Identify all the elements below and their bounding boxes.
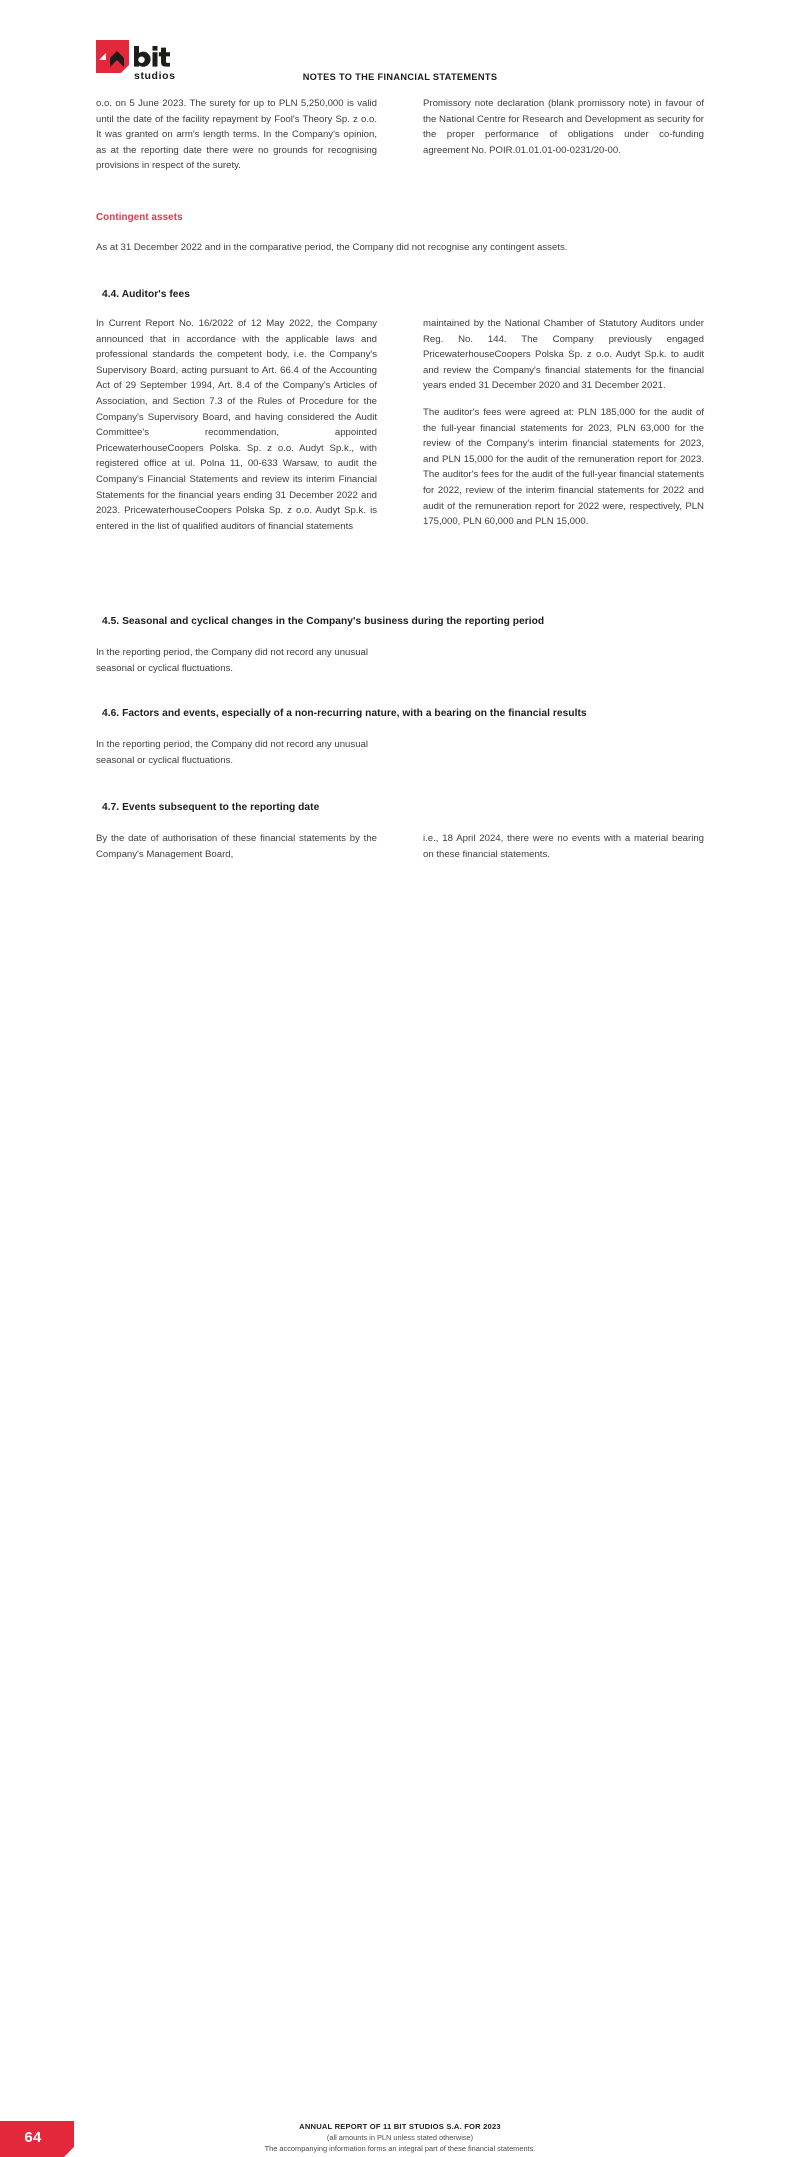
section-4-4-left-column <box>96 316 377 534</box>
document-header-title: NOTES TO THE FINANCIAL STATEMENTS <box>302 72 498 82</box>
section-4-4-right-column <box>423 316 704 534</box>
section-4-7-left-column <box>96 831 377 862</box>
section-4-6-body <box>96 737 704 768</box>
section-4-5-heading: 4.5. Seasonal and cyclical changes in the Company's business during the reporting period <box>102 616 545 627</box>
svg-text:studios: studios <box>134 70 176 82</box>
page-footer <box>0 1058 800 2153</box>
section-4-6-heading: 4.6. Factors and events, especially of a non-recurring nature, with a bearing on the financial results <box>102 708 587 719</box>
page-header <box>0 0 800 92</box>
section-4-4-left-paragraph: In Current Report No. 16/2022 of 12 May 2022, the Company announced that in accordance with the applicable laws and professional standards the competent body, i.e. the Company's Supervisory Board, acting pursuant to Art. 66.4 of the Accounting Act of 29 September 1994, Art. 8.4 of the Company's Articles of Association, and Section 7.3 of the Rules of Procedure for the Company's Supervisory Board, and having considered the Audit Committee's recommendation, appointed PricewaterhouseCoopers Polska. Sp. z o.o. Audyt Sp.k., with registered office at ul. Polna 11, 00-633 Warsaw, to audit the Company's Financial Statements and review its interim Financial Statements for the financial years ending 31 December 2022 and 2023. PricewaterhouseCoopers Polska Sp. z o.o. Audyt Sp.k. is entered in the list of qualified auditors of financial statements <box>96 318 377 532</box>
intro-right-paragraph: Promissory note declaration (blank promissory note) in favour of the National Centre for Research and Development as security for the proper performance of obligations under co-funding agreement No. POIR.01.01.01-00-0231/20-00. <box>423 98 704 156</box>
footer-line-2: (all amounts in PLN unless stated otherwise) <box>326 2133 474 2142</box>
section-4-4-two-column-block <box>96 316 704 534</box>
section-4-4-heading: 4.4. Auditor's fees <box>102 289 190 300</box>
section-4-7-right-column <box>423 831 704 862</box>
section-4-6-paragraph: In the reporting period, the Company did not record any unusual seasonal or cyclical fluctuations. <box>96 739 368 766</box>
intro-two-column-block <box>96 96 704 174</box>
section-4-7-two-column-block <box>96 831 704 862</box>
footer-line-1: ANNUAL REPORT OF 11 BIT STUDIOS S.A. FOR 2023 <box>299 2122 501 2131</box>
intro-left-column <box>96 96 377 174</box>
intro-right-column <box>423 96 704 174</box>
section-4-5-paragraph: In the reporting period, the Company did not record any unusual seasonal or cyclical fluctuations. <box>96 647 368 674</box>
page-number: 64 <box>24 2129 42 2146</box>
section-4-7-left-paragraph: By the date of authorisation of these financial statements by the Company's Management Board, <box>96 833 377 860</box>
contingent-assets-paragraph: As at 31 December 2022 and in the comparative period, the Company did not recognise any contingent assets. <box>96 242 568 253</box>
logo-wordmark-bit <box>134 46 170 67</box>
footer-line-3: The accompanying information forms an integral part of these financial statements. <box>264 2144 536 2153</box>
section-4-5-right-column <box>423 645 704 676</box>
intro-left-paragraph: o.o. on 5 June 2023. The surety for up to PLN 5,250,000 is valid until the date of the facility repayment by Fool's Theory Sp. z o.o. It was granted on arm's length terms. In the Company's opinion, as at the reporting date there were no grounds for recognising provisions in respect of the surety. <box>96 98 377 172</box>
section-4-4-right-paragraph-1: maintained by the National Chamber of Statutory Auditors under Reg. No. 144. The Company previously engaged PricewaterhouseCoopers Polska Sp. z o.o. Audyt Sp.k. to audit and review the Company's financial statements for the financial years ended 31 December 2020 and 31 December 2021. <box>423 318 704 392</box>
footer-text-block <box>0 2121 800 2154</box>
contingent-assets-heading: Contingent assets <box>96 212 183 223</box>
section-4-4-right-paragraph-2: The auditor's fees were agreed at: PLN 185,000 for the audit of the full-year financial statements for 2023, PLN 63,000 for the review of the Company's interim financial statements for 2023, and PLN 15,000 for the audit of the remuneration report for 2023. The auditor's fees for the audit of the full-year financial statements for 2022, review of the interim financial statements for 2022 and audit of the remuneration report for 2022 were, respectively, PLN 175,000, PLN 60,000 and PLN 15,000. <box>423 406 704 528</box>
section-4-5-left-column <box>96 645 377 676</box>
contingent-assets-body <box>96 240 704 256</box>
section-4-7-heading: 4.7. Events subsequent to the reporting date <box>102 802 320 813</box>
section-4-5-body <box>96 645 704 676</box>
section-4-6-right-column <box>423 737 704 768</box>
section-4-7-right-paragraph: i.e., 18 April 2024, there were no events with a material bearing on these financial statements. <box>423 833 704 860</box>
section-4-6-left-column <box>96 737 377 768</box>
